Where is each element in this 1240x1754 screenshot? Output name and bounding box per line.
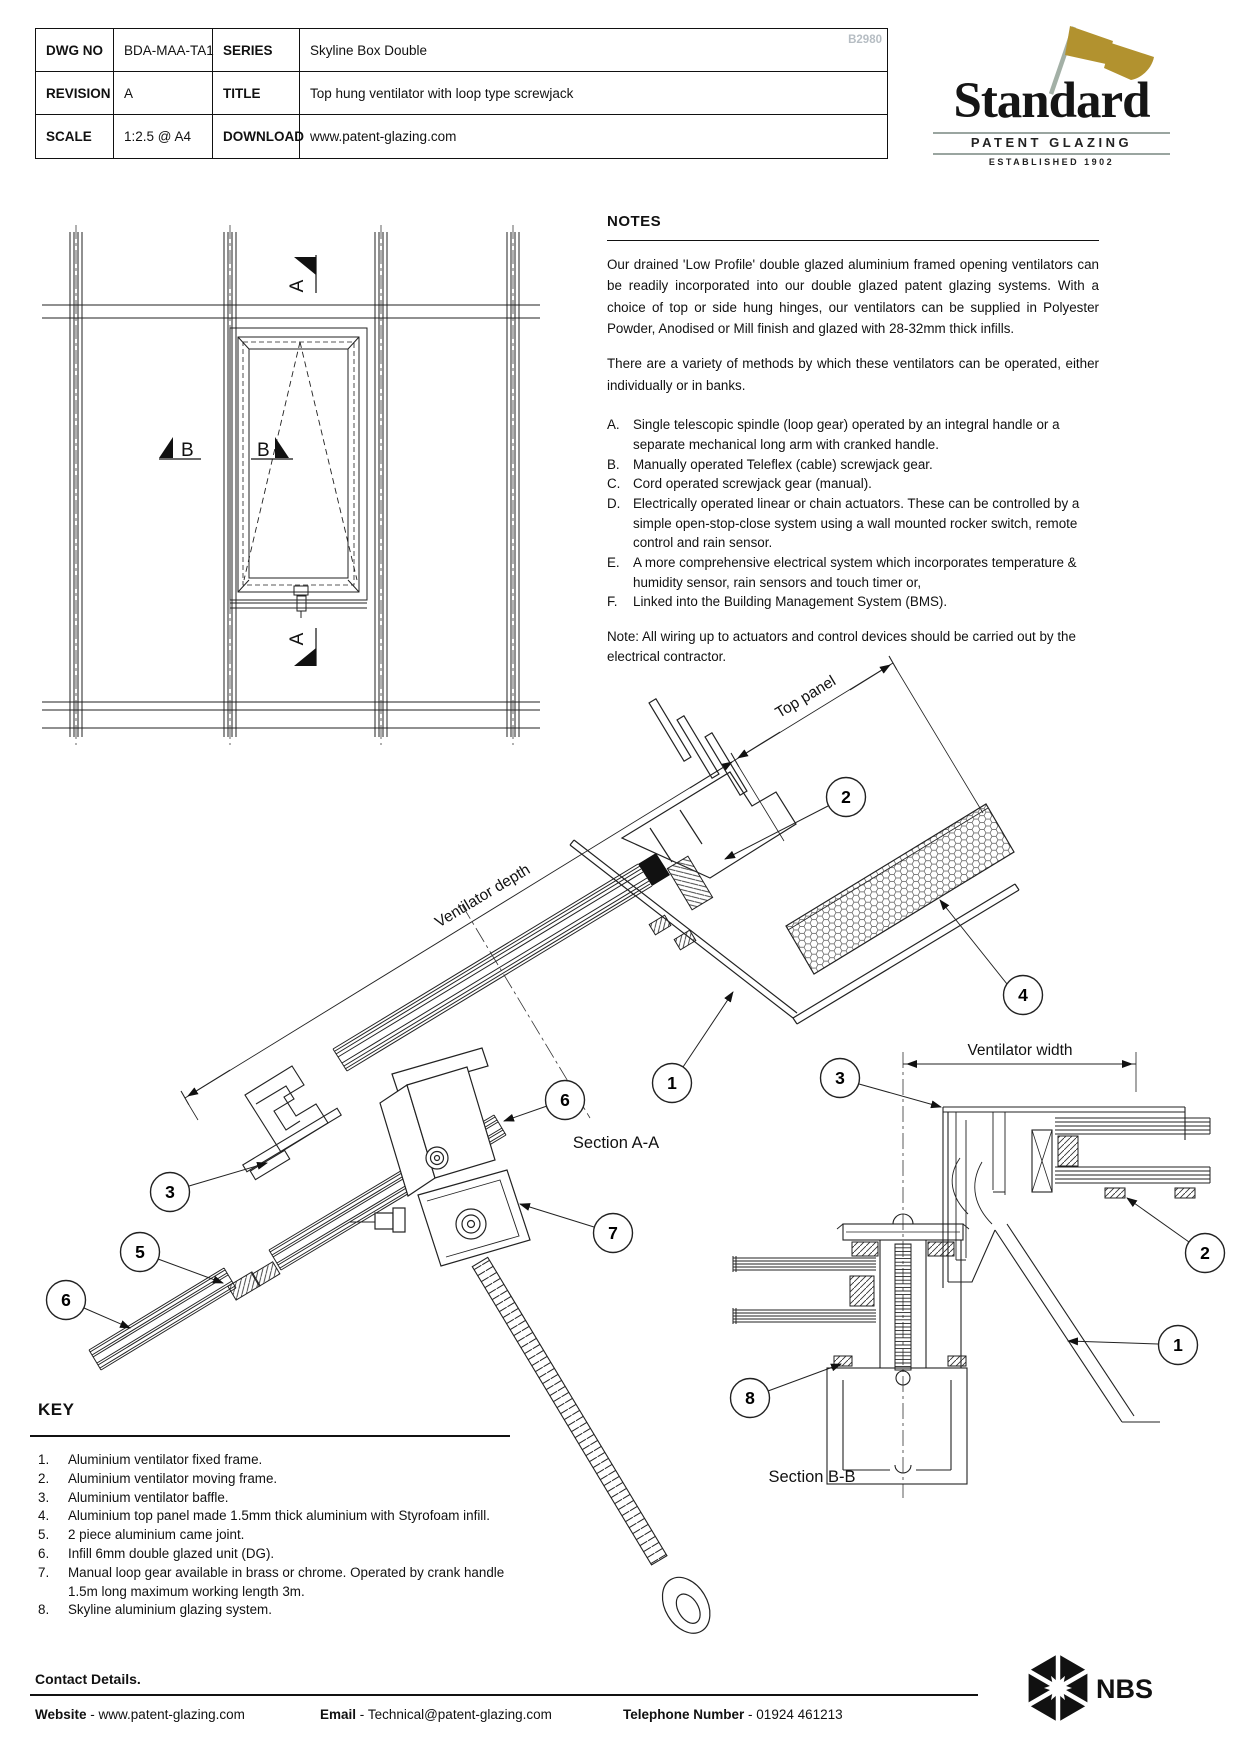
notes-item-d-text: Electrically operated linear or chain actuators. These can be controlled by a simple open-stop-close system using a wall mounted rocker switch, remote control and rain sensor. — [633, 495, 1080, 551]
notes-item-d-letter: D. — [607, 495, 621, 511]
phone-value: 01924 461213 — [756, 1707, 843, 1722]
key-item-2 — [38, 1470, 510, 1489]
plan-ventilator-window — [230, 328, 367, 618]
revision-value: A — [114, 72, 213, 115]
bb-callout-2 — [1186, 1234, 1225, 1273]
aa-fixed-glass-lower — [89, 1268, 236, 1370]
key-item-8-num: 8. — [38, 1602, 50, 1618]
bb-dim-ventilator-width: Ventilator width — [967, 1042, 1073, 1059]
svg-text:5: 5 — [135, 1242, 145, 1262]
notes-item-a-text: Single telescopic spindle (loop gear) operated by an integral handle or a separate mechanical long arm with cranked handle. — [633, 417, 1060, 452]
plan-opening-symbol — [244, 342, 357, 580]
logo-brand: Standard — [953, 73, 1150, 129]
key-item-6 — [38, 1545, 510, 1564]
bb-screw-thread — [895, 1244, 911, 1370]
svg-text:3: 3 — [835, 1068, 845, 1088]
key-item-8 — [38, 1601, 510, 1620]
revision-label: REVISION — [36, 72, 114, 115]
section-marker-b-mid — [251, 437, 293, 461]
logo-rule-top — [933, 132, 1170, 134]
bb-callout-3 — [821, 1059, 860, 1098]
download-value: www.patent-glazing.com — [310, 129, 457, 144]
aa-clip-1 — [649, 915, 671, 935]
aa-clip-2 — [674, 930, 696, 950]
bb-callout-8 — [731, 1379, 770, 1418]
email-label: Email — [320, 1707, 357, 1722]
scale-label: SCALE — [36, 115, 114, 158]
bb-left-glazing-spacer — [850, 1276, 874, 1306]
key-item-1-text: Aluminium ventilator fixed frame. — [68, 1452, 263, 1467]
svg-text:1: 1 — [667, 1073, 677, 1093]
key-item-6-num: 6. — [38, 1545, 50, 1561]
notes-item-f-letter: F. — [607, 594, 618, 610]
aa-top-panel-styrofoam — [786, 804, 1014, 974]
notes-para-2: There are a variety of methods by which these ventilators can be operated, either individually or in banks. — [607, 355, 1099, 393]
notes-item-c — [607, 474, 1099, 494]
key-item-3-text: Aluminium ventilator baffle. — [68, 1489, 229, 1505]
section-bb-label: Section B-B — [768, 1468, 856, 1486]
contact-email — [320, 1707, 552, 1722]
notes-footnote: Note: All wiring up to actuators and control devices should be carried out by the electrical contractor. — [607, 629, 1076, 665]
marker-b-mid-letter: B — [257, 440, 270, 461]
aa-came-joint — [228, 1262, 280, 1300]
aa-loop-handle — [653, 1569, 720, 1642]
svg-text:6: 6 — [61, 1290, 71, 1310]
marker-a-bottom-letter: A — [287, 632, 308, 646]
aa-callout-2 — [827, 778, 866, 817]
website-sep: - — [90, 1707, 95, 1722]
bb-moving-frame-slope — [948, 1224, 1160, 1422]
series-value — [300, 29, 887, 72]
contact-rule — [30, 1694, 978, 1696]
notes-item-a — [607, 415, 1099, 454]
aa-gasket-hatch — [667, 856, 712, 910]
logo-rule-bottom — [933, 153, 1170, 155]
key-item-8-text: Skyline aluminium glazing system. — [68, 1602, 272, 1618]
bb-callout-1 — [1159, 1326, 1198, 1365]
plan-top-rails — [42, 305, 540, 318]
notes-item-b-letter: B. — [607, 456, 620, 472]
aa-callout-7 — [594, 1214, 633, 1253]
key-rule — [30, 1435, 510, 1437]
aa-callout-6a — [546, 1081, 585, 1120]
nbs-label: NBS — [1096, 1674, 1154, 1704]
notes-item-c-text: Cord operated screwjack gear (manual). — [633, 476, 872, 492]
aa-callout-4 — [1004, 976, 1043, 1015]
section-marker-a-top — [287, 255, 316, 293]
aa-dim-top-panel: Top panel — [772, 672, 839, 722]
series-text: Skyline Box Double — [310, 42, 428, 58]
key-item-7-num: 7. — [38, 1564, 50, 1580]
key-item-1 — [38, 1451, 510, 1470]
nbs-logo — [1018, 1650, 1193, 1730]
sheet-watermark: B2980 — [848, 34, 882, 46]
contact-phone — [623, 1707, 843, 1722]
aa-baffle-profile — [243, 1066, 341, 1180]
svg-text:6: 6 — [560, 1090, 570, 1110]
website-label: Website — [35, 1707, 87, 1722]
phone-label: Telephone Number — [623, 1707, 745, 1722]
bb-glazing-clips — [1105, 1188, 1195, 1198]
section-aa-label: Section A-A — [572, 1134, 660, 1152]
section-bb-drawing — [650, 1030, 1240, 1505]
key-item-2-num: 2. — [38, 1470, 50, 1486]
notes-item-a-letter: A. — [607, 417, 620, 433]
notes-title: NOTES — [607, 211, 1099, 241]
aa-callout-5 — [121, 1233, 160, 1272]
contact-website — [35, 1707, 245, 1722]
notes-item-e-text: A more comprehensive electrical system which incorporates temperature & humidity sensor, rain sensors and touch timer or, — [633, 555, 1077, 590]
svg-text:2: 2 — [1200, 1243, 1210, 1263]
logo-subtitle: PATENT GLAZING — [970, 135, 1133, 150]
key-item-3-num: 3. — [38, 1489, 50, 1505]
marker-b-left-letter: B — [181, 440, 194, 461]
aa-callout-3 — [151, 1173, 190, 1212]
svg-text:1: 1 — [1173, 1335, 1183, 1355]
notes-item-f-text: Linked into the Building Management System (BMS). — [633, 594, 948, 610]
dwg-no-label: DWG NO — [36, 29, 114, 72]
key-item-4-text: Aluminium top panel made 1.5mm thick aluminium with Styrofoam infill. — [68, 1508, 490, 1524]
svg-text:8: 8 — [745, 1388, 755, 1408]
contact-title: Contact Details. — [35, 1671, 141, 1687]
scale-value: 1:2.5 @ A4 — [114, 115, 213, 158]
title-block-table — [35, 28, 888, 159]
svg-text:3: 3 — [165, 1182, 175, 1202]
website-value: www.patent-glazing.com — [98, 1707, 245, 1722]
key-title: KEY — [38, 1400, 75, 1419]
svg-text:2: 2 — [841, 787, 851, 807]
notes-para-1: Our drained 'Low Profile' double glazed aluminium framed opening ventilators can be readily incorporated into our double glazed patent glazing systems. With a choice of top or side hung hinges, our ventilators can be supplied in Polyester Powder, Anodised or Mill finish and glazed with 28-32mm thick infills. — [607, 256, 1099, 337]
key-item-4-num: 4. — [38, 1508, 50, 1524]
dwg-no-value: BDA-MAA-TA1 — [114, 29, 213, 72]
key-list — [38, 1451, 510, 1620]
key-item-5 — [38, 1526, 510, 1545]
bb-right-glazing-gasket — [1058, 1136, 1078, 1166]
svg-text:7: 7 — [608, 1223, 618, 1243]
title-label: TITLE — [213, 72, 300, 115]
series-label: SERIES — [213, 29, 300, 72]
key-item-3 — [38, 1489, 510, 1508]
key-item-4 — [38, 1507, 510, 1526]
section-marker-b-left — [159, 437, 201, 461]
email-sep: - — [359, 1707, 365, 1722]
aa-dim-ventilator-depth: Ventilator depth — [432, 861, 534, 932]
notes-item-d — [607, 494, 1099, 553]
notes-item-c-letter: C. — [607, 476, 621, 492]
notes-item-b-text: Manually operated Teleflex (cable) screwjack gear. — [633, 456, 933, 472]
bb-box-section — [827, 1368, 967, 1484]
key-item-7 — [38, 1564, 510, 1602]
aa-frame-fins — [649, 699, 747, 795]
key-item-5-num: 5. — [38, 1527, 50, 1543]
svg-text:4: 4 — [1018, 985, 1028, 1005]
notes-item-e-letter: E. — [607, 555, 620, 571]
key-item-6-text: Infill 6mm double glazed unit (DG). — [68, 1545, 275, 1561]
nbs-flower-icon — [1029, 1654, 1088, 1722]
phone-sep: - — [748, 1707, 753, 1722]
notes-item-b — [607, 455, 1099, 475]
email-value: Technical@patent-glazing.com — [367, 1707, 552, 1722]
key-item-7-text: Manual loop gear available in brass or chrome. Operated by crank handle 1.5m long maximum working length 3m. — [68, 1564, 505, 1599]
title-value: Top hung ventilator with loop type screwjack — [300, 72, 887, 115]
logo-established: ESTABLISHED 1902 — [988, 157, 1115, 167]
key-item-5-text: 2 piece aluminium came joint. — [68, 1527, 245, 1543]
key-item-1-num: 1. — [38, 1452, 50, 1467]
download-label: DOWNLOAD — [213, 115, 300, 158]
aa-callout-6b — [47, 1281, 86, 1320]
key-item-2-text: Aluminium ventilator moving frame. — [68, 1470, 278, 1486]
marker-a-top-letter: A — [287, 279, 308, 293]
